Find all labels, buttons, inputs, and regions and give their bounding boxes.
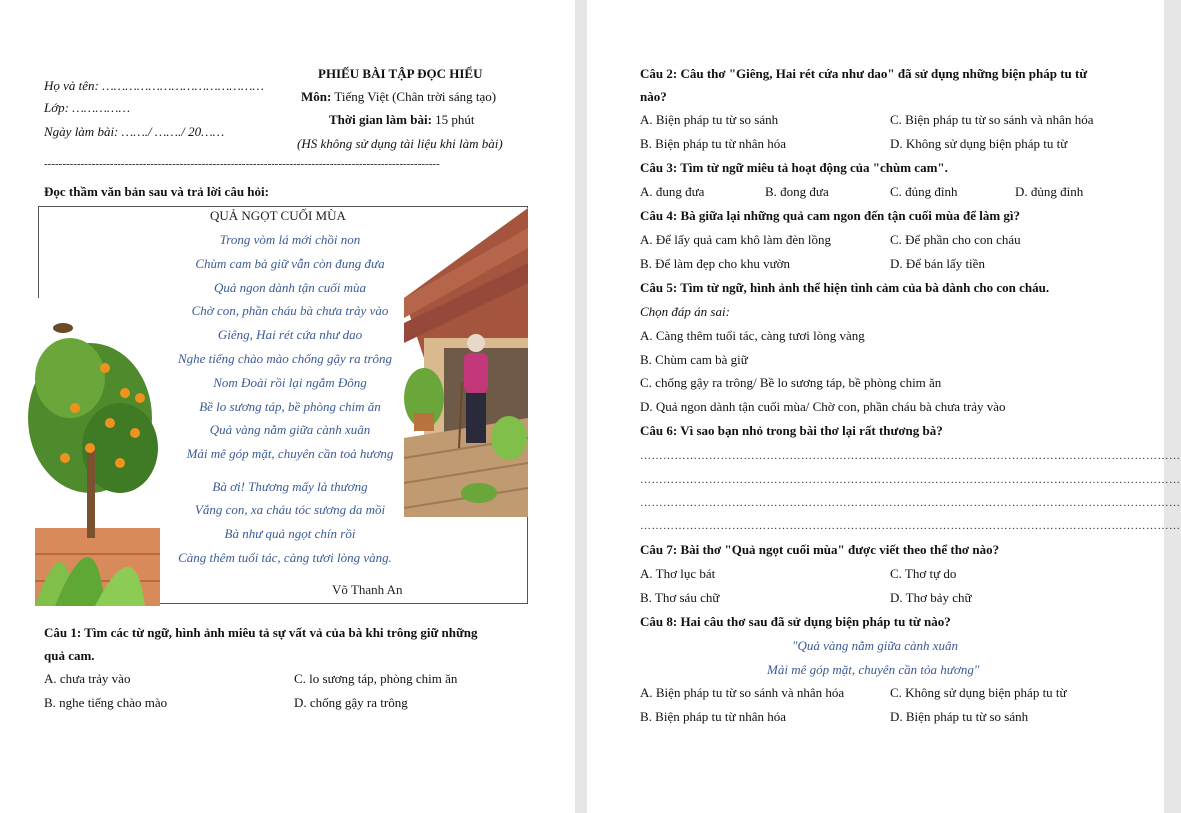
answer-line[interactable]: ……………………………………………………………………………………………………………………………: [640, 520, 1181, 532]
q1-option-a[interactable]: A. chưa trảy vào: [44, 671, 131, 686]
q7-option-a[interactable]: A. Thơ lục bát: [640, 566, 716, 581]
time-label: Thời gian làm bài:: [329, 112, 432, 127]
q5-option-b[interactable]: B. Chùm cam bà giữ: [640, 352, 748, 367]
question-1: Câu 1: Tìm các từ ngữ, hình ảnh miêu tả sự vất vả của bà khi trông giữ những: [44, 625, 478, 640]
class-field: Lớp: ……………: [44, 100, 131, 115]
poem-line: Nom Đoài rồi lại ngắm Đông: [213, 375, 367, 390]
q3-option-c[interactable]: C. đủng đỉnh: [890, 184, 958, 199]
q5-option-a[interactable]: A. Càng thêm tuổi tác, càng tươi lòng vàng: [640, 328, 865, 343]
poem-line: Nghe tiếng chào mào chống gậy ra trông: [177, 351, 393, 366]
question-7: Câu 7: Bài thơ "Quả ngọt cuối mùa" được viết theo thể thơ nào?: [640, 542, 1000, 557]
q3-option-d[interactable]: D. đủng đỉnh: [1015, 184, 1084, 199]
answer-line[interactable]: ……………………………………………………………………………………………………………………………: [640, 497, 1181, 509]
poem-line: Bề lo sương táp, bề phòng chim ăn: [199, 399, 381, 414]
q8-option-a[interactable]: A. Biện pháp tu từ so sánh và nhân hóa: [640, 685, 845, 700]
question-5: Câu 5: Tìm từ ngữ, hình ảnh thể hiện tình cảm của bà dành cho con cháu.: [640, 280, 1050, 295]
subject-label: Môn:: [301, 89, 332, 104]
question-4: Câu 4: Bà giữa lại những quả cam ngon đến tận cuối mùa để làm gì?: [640, 208, 1021, 223]
time-line: [329, 112, 475, 128]
q2-option-d[interactable]: D. Không sử dụng biện pháp tu từ: [890, 136, 1068, 151]
q8-quote-line: "Quả vàng nằm giữa cành xuân: [792, 638, 958, 653]
question-2: Câu 2: Câu thơ "Giêng, Hai rét cứa như dao" đã sử dụng những biện pháp tu từ: [640, 66, 1088, 81]
question-1-cont: quả cam.: [44, 648, 95, 663]
q8-option-b[interactable]: B. Biện pháp tu từ nhân hóa: [640, 709, 787, 724]
name-field: Họ và tên: ……………………………………: [44, 78, 264, 93]
poem-line: Mải mê góp mặt, chuyên cần toả hương: [186, 446, 394, 461]
q2-option-c[interactable]: C. Biện pháp tu từ so sánh và nhân hóa: [890, 112, 1094, 127]
poem-line: Quả vàng nằm giữa cành xuân: [209, 422, 371, 437]
q1-option-c[interactable]: C. lo sương táp, phòng chim ăn: [294, 671, 458, 686]
q3-option-a[interactable]: A. đung đưa: [640, 184, 705, 199]
q8-quote-line: Mải mê góp mặt, chuyên cần tỏa hương": [767, 662, 980, 677]
note-line: (HS không sử dụng tài liệu khi làm bài): [297, 136, 503, 151]
q4-option-a[interactable]: A. Để lấy quả cam khô làm đèn lồng: [640, 232, 831, 247]
q8-option-c[interactable]: C. Không sử dụng biện pháp tu từ: [890, 685, 1067, 700]
time-value: 15 phút: [435, 112, 475, 127]
reading-instruction: Đọc thầm văn bản sau và trả lời câu hỏi:: [44, 184, 269, 199]
q1-option-d[interactable]: D. chống gậy ra trông: [294, 695, 408, 710]
poem-author: Võ Thanh An: [332, 582, 403, 597]
date-field: Ngày làm bài: ……./ ……./ 20……: [44, 124, 225, 139]
question-2-cont: nào?: [640, 89, 667, 104]
page-2: [587, 0, 1181, 813]
question-6: Câu 6: Vì sao bạn nhỏ trong bài thơ lại rất thương bà?: [640, 423, 943, 438]
q5-option-d[interactable]: D. Quả ngon dành tận cuối mùa/ Chờ con, phần cháu bà chưa trảy vào: [640, 399, 1006, 414]
grandmother-illustration: [404, 208, 528, 517]
poem-line: Chùm cam bà giữ vẫn còn đung đưa: [195, 256, 385, 271]
q1-option-b[interactable]: B. nghe tiếng chào mào: [44, 695, 168, 710]
subject-line: [301, 89, 496, 105]
q3-option-b[interactable]: B. đong đưa: [765, 184, 829, 199]
q4-option-d[interactable]: D. Để bán lấy tiền: [890, 256, 985, 271]
q4-option-b[interactable]: B. Để làm đẹp cho khu vườn: [640, 256, 791, 271]
question-3: Câu 3: Tìm từ ngữ miêu tả hoạt động của "chùm cam".: [640, 160, 948, 175]
poem-title: QUẢ NGỌT CUỐI MÙA: [210, 208, 346, 223]
answer-line[interactable]: ……………………………………………………………………………………………………………………………: [640, 450, 1181, 462]
poem-line: Bà ơi! Thương mấy là thương: [212, 479, 368, 494]
poem-line: Bà như quả ngọt chín rồi: [224, 526, 356, 541]
q2-option-b[interactable]: B. Biện pháp tu từ nhân hóa: [640, 136, 787, 151]
poem-line: Quả ngon dành tận cuối mùa: [213, 280, 367, 295]
poem-line: Càng thêm tuổi tác, càng tươi lòng vàng.: [178, 550, 392, 565]
q7-option-c[interactable]: C. Thơ tự do: [890, 566, 957, 581]
poem-line: Giêng, Hai rét cứa như dao: [217, 327, 363, 342]
q2-option-a[interactable]: A. Biện pháp tu từ so sánh: [640, 112, 779, 127]
orange-tree-illustration: [35, 298, 160, 606]
question-8: Câu 8: Hai câu thơ sau đã sử dụng biện pháp tu từ nào?: [640, 614, 951, 629]
answer-line[interactable]: ……………………………………………………………………………………………………………………………: [640, 474, 1181, 486]
q7-option-b[interactable]: B. Thơ sáu chữ: [640, 590, 720, 605]
worksheet-title: PHIẾU BÀI TẬP ĐỌC HIỂU: [318, 66, 483, 81]
poem-line: Chờ con, phần cháu bà chưa trảy vào: [191, 303, 389, 318]
q5-option-c[interactable]: C. chống gậy ra trông/ Bề lo sương táp, bề phòng chim ăn: [640, 375, 942, 390]
q7-option-d[interactable]: D. Thơ bảy chữ: [890, 590, 972, 605]
separator: ------------------------------------------------------------------------------------------------------------: [44, 158, 440, 170]
q4-option-c[interactable]: C. Để phần cho con cháu: [890, 232, 1021, 247]
question-5-instruction: Chọn đáp án sai:: [640, 304, 730, 319]
q8-option-d[interactable]: D. Biện pháp tu từ so sánh: [890, 709, 1029, 724]
page-1: [0, 0, 575, 813]
poem-line: Trong vòm lá mới chồi non: [219, 232, 361, 247]
poem-line: Vắng con, xa cháu tóc sương da mồi: [194, 502, 386, 517]
subject-value: Tiếng Việt (Chân trời sáng tạo): [334, 89, 497, 104]
